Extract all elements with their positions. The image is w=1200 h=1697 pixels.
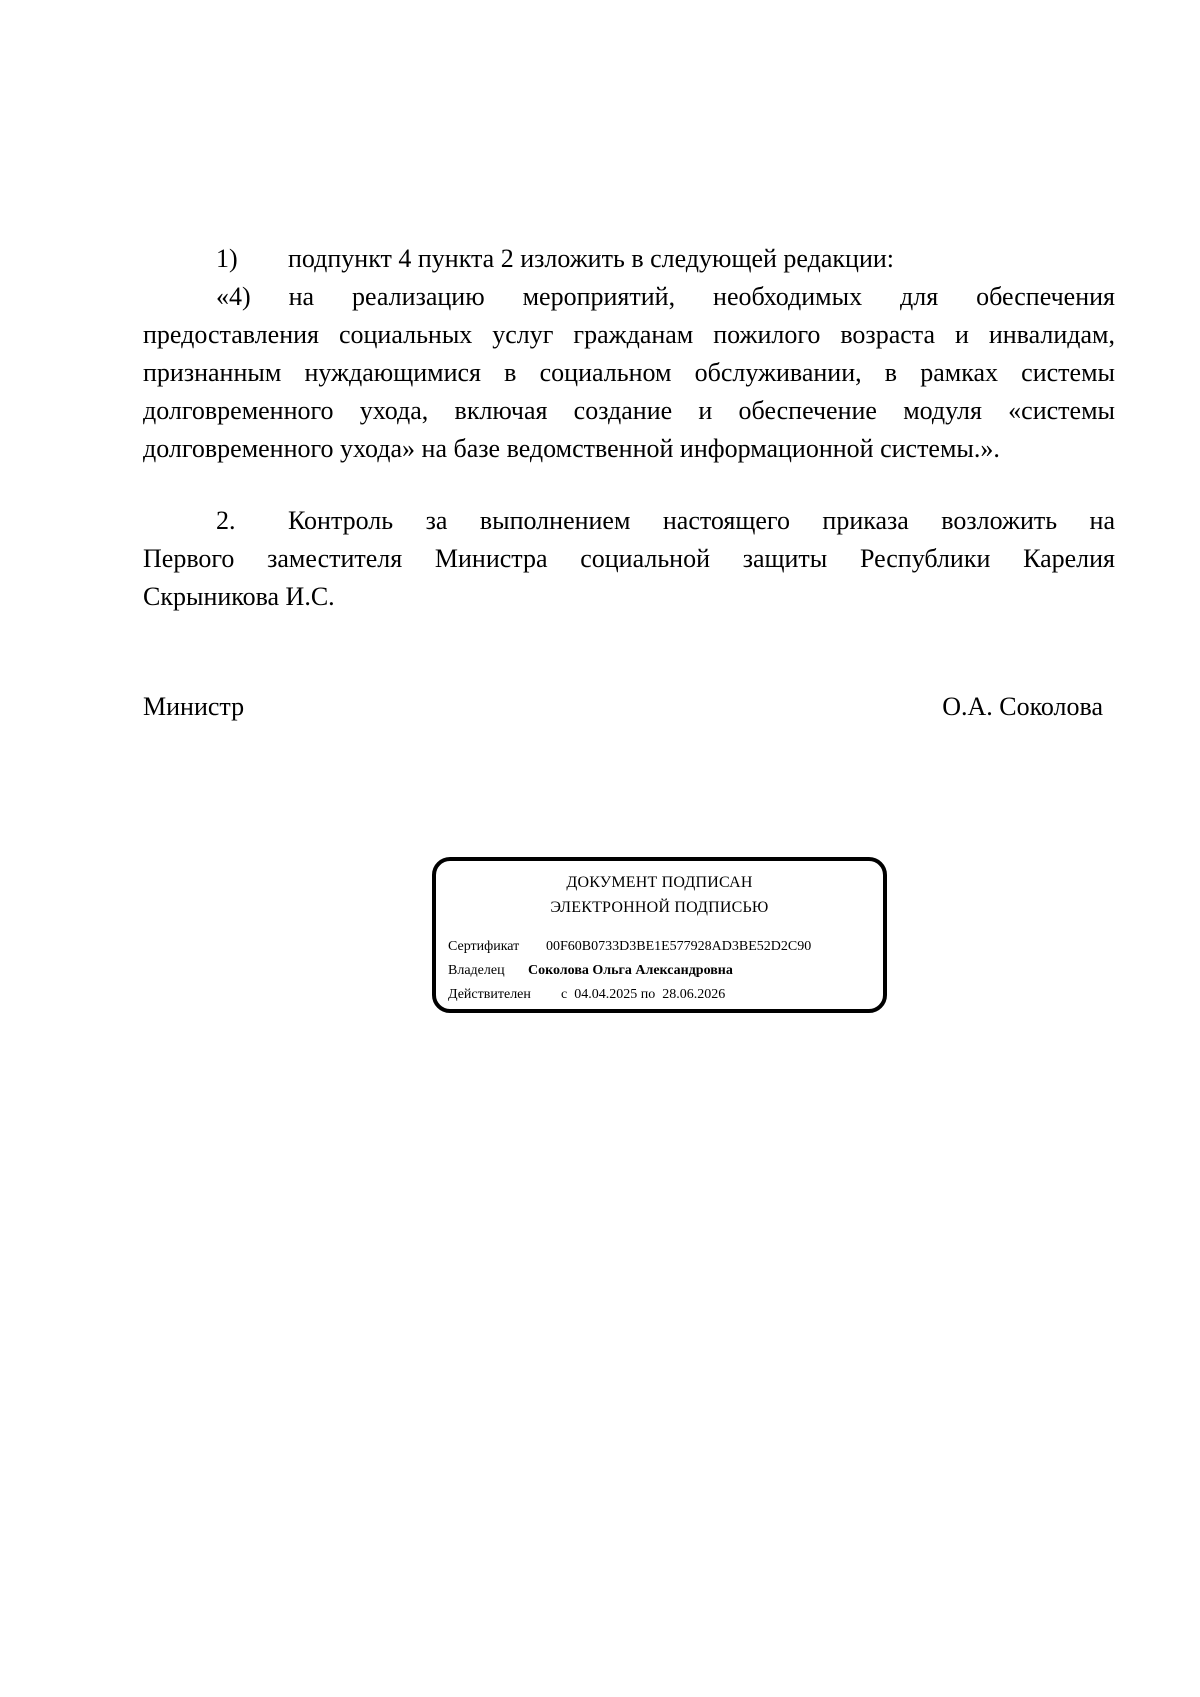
stamp-validity-row	[448, 986, 725, 1004]
owner-value: Соколова Ольга Александровна	[528, 963, 733, 978]
quote-line: долговременного ухода, включая создание и обеспечение модуля «системы	[143, 396, 1115, 425]
item-1-number: 1)	[216, 244, 238, 273]
quote-line: предоставления социальных услуг гражданам пожилого возраста и инвалидам,	[143, 320, 1115, 349]
signatory-title: Министр	[143, 692, 245, 721]
valid-label: Действителен	[448, 987, 531, 1002]
stamp-certificate-row	[448, 938, 811, 956]
quote-line: «4) на реализацию мероприятий, необходимых для обеспечения	[216, 282, 1115, 311]
item-1-text: подпункт 4 пункта 2 изложить в следующей редакции:	[288, 244, 894, 273]
quote-line: признанным нуждающимися в социальном обслуживании, в рамках системы	[143, 358, 1115, 387]
signatory-name: О.А. Соколова	[942, 692, 1103, 721]
certificate-label: Сертификат	[448, 939, 520, 954]
amendment-item-1	[143, 240, 1115, 278]
point-2-paragraph	[143, 502, 1115, 616]
point-2-first-line: Контроль за выполнением настоящего приказа возложить на	[288, 506, 1115, 535]
valid-to-date: 28.06.2026	[662, 987, 726, 1002]
valid-from-date: 04.04.2025	[574, 987, 638, 1002]
point-2-number: 2.	[216, 506, 236, 535]
point-2-line: Первого заместителя Министра социальной защиты Республики Карелия	[143, 544, 1115, 573]
certificate-value: 00F60B0733D3BE1E577928AD3BE52D2C90	[546, 939, 812, 954]
point-2-line: Скрыникова И.С.	[143, 582, 335, 611]
stamp-header	[436, 870, 883, 920]
amendment-quote	[143, 278, 1115, 468]
quote-line: долговременного ухода» на базе ведомственной информационной системы.».	[143, 434, 1000, 463]
valid-to-prefix: по	[640, 987, 656, 1002]
stamp-header-line: ДОКУМЕНТ ПОДПИСАН	[566, 874, 753, 891]
valid-from-prefix: с	[561, 987, 568, 1002]
stamp-owner-row	[448, 962, 733, 980]
owner-label: Владелец	[448, 963, 505, 978]
stamp-header-line: ЭЛЕКТРОННОЙ ПОДПИСЬЮ	[550, 899, 769, 916]
electronic-signature-stamp	[432, 857, 887, 1013]
